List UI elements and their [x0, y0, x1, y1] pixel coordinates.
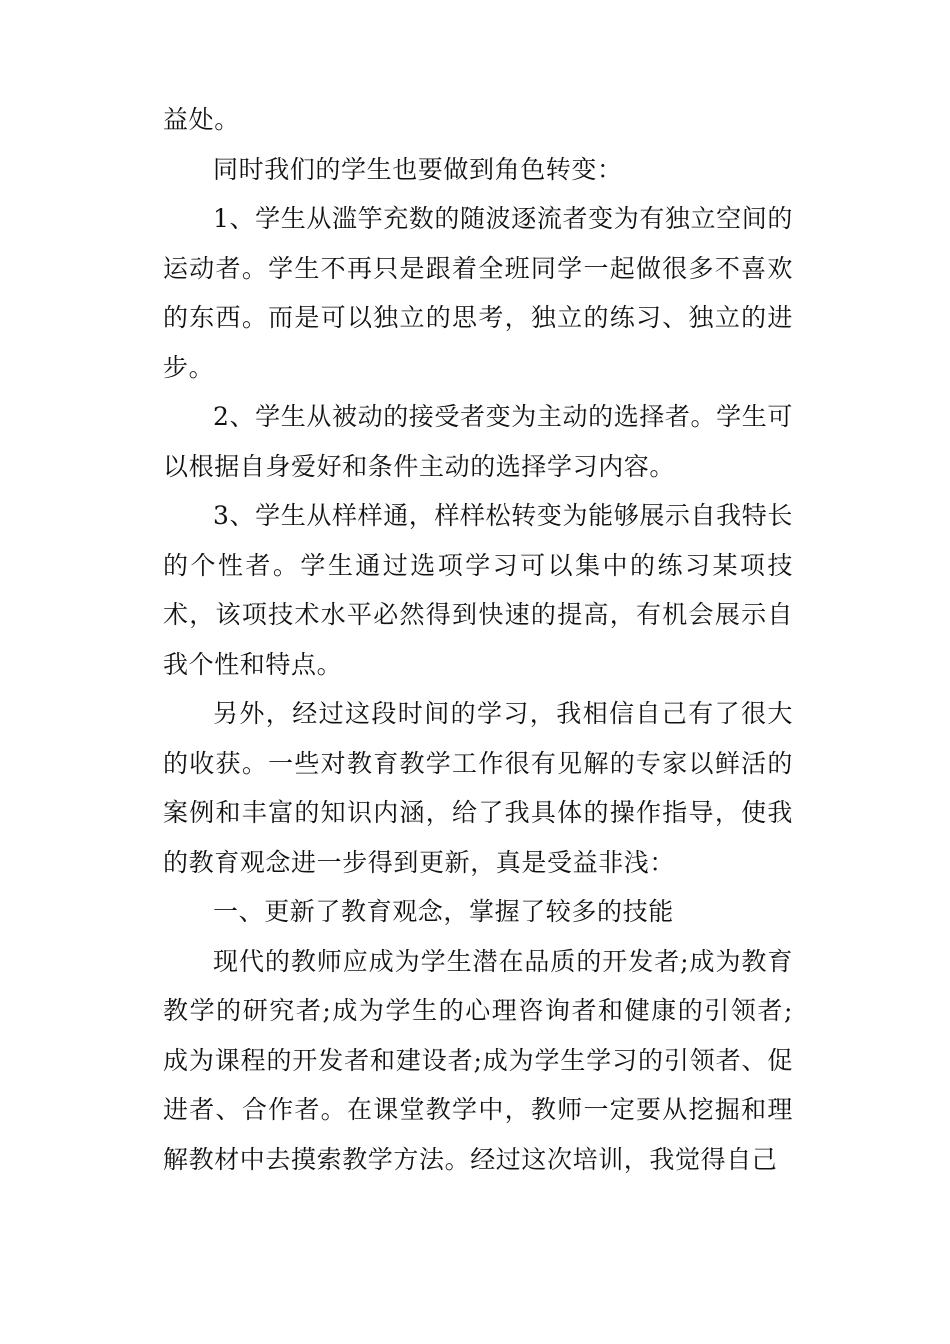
paragraph-modern-teacher: 现代的教师应成为学生潜在品质的开发者;成为教育教学的研究者;成为学生的心理咨询者和健康的引领者;成为课程的开发者和建设者;成为学生学习的引领者、促进者、合作者。在课堂教学中，教师一定要从挖掘和理解教材中去摸索教学方法。经过这次培训，我觉得自己 [163, 946, 793, 1174]
document-body [163, 95, 793, 1184]
paragraph-continuation: 益处。 [163, 105, 240, 134]
paragraph-gains: 另外，经过这段时间的学习，我相信自己有了很大的收获。一些对教育教学工作很有见解的专家以鲜活的案例和丰富的知识内涵，给了我具体的操作指导，使我的教育观念进一步得到更新，真是受益非浅： [163, 699, 793, 877]
paragraph-point-1: 1、学生从滥竽充数的随波逐流者变为有独立空间的运动者。学生不再只是跟着全班同学一起做很多不喜欢的东西。而是可以独立的思考，独立的练习、独立的进步。 [163, 204, 793, 382]
paragraph-point-3: 3、学生从样样通，样样松转变为能够展示自我特长的个性者。学生通过选项学习可以集中的练习某项技术，该项技术水平必然得到快速的提高，有机会展示自我个性和特点。 [163, 501, 793, 679]
paragraph-point-2: 2、学生从被动的接受者变为主动的选择者。学生可以根据自身爱好和条件主动的选择学习内容。 [163, 402, 793, 481]
section-heading-1: 一、更新了教育观念，掌握了较多的技能 [213, 897, 674, 926]
paragraph-role-change-intro: 同时我们的学生也要做到角色转变： [213, 154, 623, 184]
